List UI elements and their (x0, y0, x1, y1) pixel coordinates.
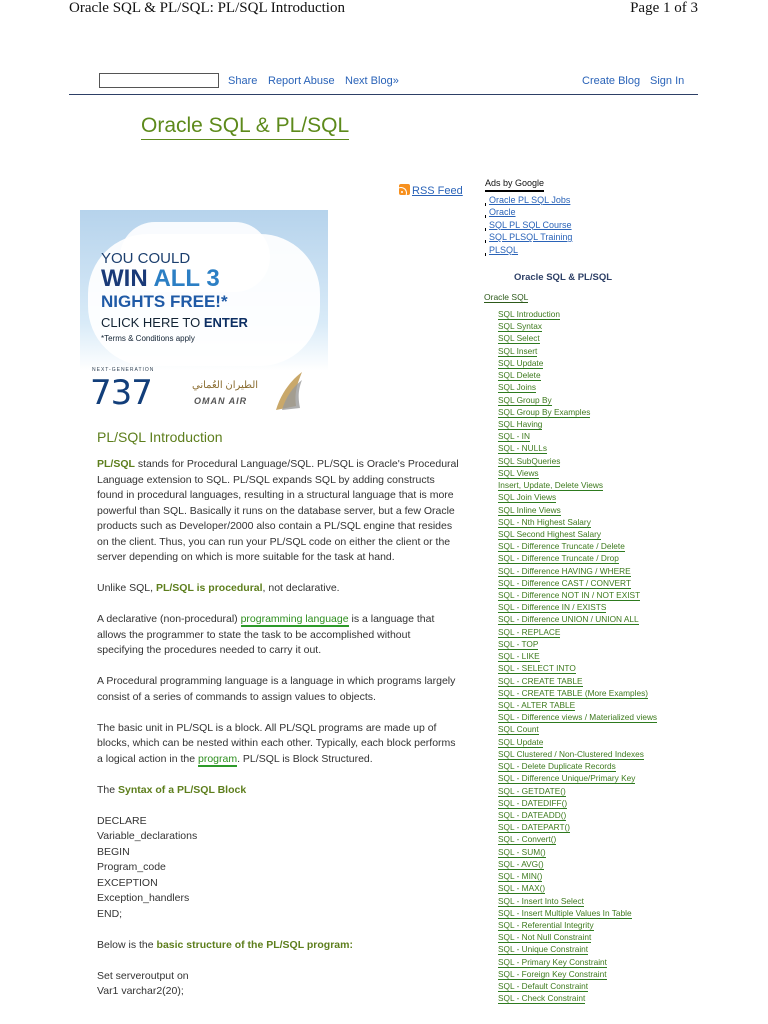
pl-sql-term: PL/SQL (97, 458, 135, 470)
blog-title[interactable]: Oracle SQL & PL/SQL (141, 113, 349, 140)
rss-feed-link[interactable] (399, 184, 463, 197)
sidebar-item (498, 321, 657, 333)
paragraph-text: The (97, 783, 119, 796)
sidebar-item (498, 309, 657, 321)
code-line: Exception_handlers (97, 892, 190, 904)
oman-air-logo-icon (272, 370, 306, 412)
sidebar-link[interactable]: SQL Views (498, 467, 539, 478)
sidebar-link[interactable]: SQL - Insert Multiple Values In Table (498, 907, 632, 918)
sidebar-item (498, 688, 657, 700)
emphasis: Syntax of a PL/SQL Block (118, 783, 247, 796)
paragraph: A Procedural programming language is a language in which programs largely consist of a series of commands to assign values to objects. (97, 675, 456, 703)
sidebar-item (498, 553, 657, 565)
ad-737: 737 (90, 373, 152, 413)
sidebar-link[interactable]: SQL Inline Views (498, 504, 561, 515)
sidebar-item (498, 920, 657, 932)
sidebar-link[interactable]: SQL Having (498, 418, 543, 429)
sidebar-item (498, 505, 657, 517)
ad-link[interactable]: Oracle (489, 207, 516, 217)
paragraph (97, 938, 459, 954)
sidebar-link[interactable]: SQL Second Highest Salary (498, 528, 601, 539)
sidebar-link[interactable]: SQL - Unique Constraint (498, 944, 589, 955)
sidebar-link[interactable]: SQL - CREATE TABLE (More Examples) (498, 687, 648, 698)
sidebar-link[interactable]: SQL - GETDATE() (498, 785, 566, 796)
sidebar-link[interactable]: SQL - Nth Highest Salary (498, 516, 591, 527)
sidebar-item (498, 492, 657, 504)
sidebar-link[interactable]: SQL - Referential Integrity (498, 919, 594, 930)
sidebar-item (498, 346, 657, 358)
paragraph (97, 721, 459, 768)
sidebar-item (498, 957, 657, 969)
paragraph-text: . PL/SQL is Block Structured. (237, 752, 373, 765)
ad-win: WIN (101, 265, 148, 292)
post-title: PL/SQL Introduction (97, 429, 223, 445)
ad-link[interactable]: SQL PLSQL Training (489, 232, 573, 242)
sidebar-item (498, 810, 657, 822)
report-abuse-link[interactable]: Report Abuse (268, 75, 335, 87)
sidebar-item (498, 859, 657, 871)
sidebar-category-oracle-sql[interactable]: Oracle SQL (484, 292, 529, 302)
paragraph (97, 612, 459, 659)
next-blog-link[interactable]: Next Blog» (345, 75, 399, 87)
code-line: Set serveroutput on (97, 969, 189, 982)
sidebar-item (498, 456, 657, 468)
search-input[interactable] (99, 73, 219, 88)
ad-brand: OMAN AIR (194, 396, 248, 406)
sidebar-link[interactable]: SQL Update (498, 736, 544, 747)
sidebar-link[interactable]: SQL - Convert() (498, 834, 557, 845)
code-line: END; (97, 907, 123, 920)
sidebar-link[interactable]: SQL - REPLACE (498, 626, 561, 637)
sign-in-link[interactable]: Sign In (650, 75, 685, 87)
sidebar-item (498, 724, 657, 736)
sidebar-item (498, 431, 657, 443)
page-number: Page 1 of 3 (630, 0, 698, 16)
sidebar-item (498, 639, 657, 651)
sidebar-link[interactable]: SQL - Default Constraint (498, 981, 589, 992)
paragraph-text: stands for Procedural Language/SQL. PL/SQL is Oracle's Procedural Language extension to SQL. PL/SQL expands SQL by adding constructs found in procedural languages, resulting in a structural language that is more powerful than SQL. Basically it runs on the database server, but a few Oracle products such as Developer/2000 also contain a PL/SQL engine that resides on the client. Thus, you can run your PL/SQL code on either the client or the server depending on which is more suitable for the task at hand. (97, 458, 459, 563)
paragraph-text: is a language that allows the programmer to state the task to be accomplished without specifying the procedures needed to carry it out. (97, 613, 435, 656)
sidebar-item (498, 847, 657, 859)
sidebar-item (498, 651, 657, 663)
sidebar-item (498, 871, 657, 883)
sidebar-item (498, 590, 657, 602)
sidebar-item (498, 382, 657, 394)
ad-link[interactable]: Oracle PL SQL Jobs (489, 194, 571, 205)
sidebar-link[interactable]: SQL - TOP (498, 638, 539, 649)
sidebar-link[interactable]: SQL - Difference Unique/Primary Key (498, 773, 636, 784)
sidebar-item (498, 395, 657, 407)
sidebar-item (498, 676, 657, 688)
sidebar-link[interactable]: SQL Join Views (498, 492, 557, 503)
sidebar-link[interactable]: SQL Group By (498, 394, 552, 405)
sidebar-link[interactable]: SQL Update (498, 357, 544, 368)
sidebar-link[interactable]: SQL Insert (498, 345, 538, 356)
sidebar-item (498, 370, 657, 382)
sidebar-item (498, 480, 657, 492)
print-header (0, 0, 768, 20)
sidebar-link[interactable]: SQL Syntax (498, 321, 542, 332)
sidebar-item (498, 896, 657, 908)
sidebar-item (498, 773, 657, 785)
sidebar-item (498, 737, 657, 749)
paragraph-text: The basic unit in PL/SQL is a block. All PL/SQL programs are made up of blocks, which can be nested within each other. Typically, each block performs a logical action in the (97, 721, 456, 765)
ad-item (485, 194, 572, 207)
post-body (97, 457, 459, 1015)
paragraph-text: Below is the (97, 938, 157, 951)
sidebar-item (498, 712, 657, 724)
sidebar-link[interactable]: Insert, Update, Delete Views (498, 480, 603, 491)
ad-text-line: YOU COULD (101, 250, 191, 267)
sidebar-item (498, 517, 657, 529)
sidebar-link[interactable]: SQL - CREATE TABLE (498, 675, 583, 686)
ad-nights-free: NIGHTS FREE!* (101, 292, 228, 311)
sidebar-item (498, 627, 657, 639)
sidebar-item (498, 614, 657, 626)
sidebar-item (498, 407, 657, 419)
sidebar-link[interactable]: SQL - Not Null Constraint (498, 932, 592, 943)
emphasis: PL/SQL is procedural (155, 582, 263, 594)
sidebar-link[interactable]: SQL - Difference UNION / UNION ALL (498, 614, 639, 625)
paragraph (97, 581, 459, 597)
sidebar-link[interactable]: SQL - Insert Into Select (498, 895, 584, 906)
sidebar-link[interactable]: SQL Introduction (498, 309, 560, 319)
ads-list (485, 194, 572, 257)
sidebar-link[interactable]: SQL - ALTER TABLE (498, 700, 576, 710)
paragraph (97, 457, 459, 566)
rss-icon (399, 184, 410, 195)
sidebar-link[interactable]: SQL - Difference views / Materialized views (498, 712, 658, 723)
sidebar-link[interactable]: SQL - Difference IN / EXISTS (498, 602, 607, 613)
sidebar-link[interactable]: SQL - DATEPART() (498, 822, 571, 833)
sidebar-item (498, 786, 657, 798)
paragraph-text: A declarative (non-procedural) (97, 613, 241, 625)
code-block (97, 814, 459, 923)
sidebar-item (498, 700, 657, 712)
sidebar-link[interactable]: SQL Select (498, 333, 540, 344)
navbar (69, 70, 698, 95)
sidebar-item (498, 419, 657, 431)
sidebar-item (498, 834, 657, 846)
sidebar-item (498, 529, 657, 541)
paragraph-text: Unlike SQL, (97, 582, 156, 594)
sidebar-heading: Oracle SQL & PL/SQL (514, 272, 613, 283)
code-line: EXCEPTION (97, 876, 158, 889)
code-block (97, 969, 459, 1000)
sidebar-link[interactable]: SQL - Difference Truncate / Drop (498, 553, 619, 564)
print-title: Oracle SQL & PL/SQL: PL/SQL Introduction (69, 0, 345, 16)
ad-item (485, 231, 572, 244)
sidebar-item (498, 443, 657, 455)
sidebar-item (498, 663, 657, 675)
share-link[interactable]: Share (228, 75, 258, 87)
sidebar-item (498, 578, 657, 590)
sidebar-link[interactable]: SQL - AVG() (498, 858, 544, 869)
sidebar-item (498, 333, 657, 345)
ad-enter: ENTER (203, 315, 248, 330)
ad-item (485, 219, 572, 232)
sidebar-link[interactable]: SQL - Difference HAVING / WHERE (498, 565, 631, 576)
sidebar-item (498, 932, 657, 944)
sidebar-link[interactable]: SQL Group By Examples (498, 406, 591, 417)
programming-language-link[interactable]: programming language (240, 613, 349, 625)
sidebar-item (498, 602, 657, 614)
code-line: Program_code (97, 861, 166, 873)
sidebar-link[interactable]: SQL Joins (498, 382, 536, 393)
sidebar-item (498, 993, 657, 1005)
sidebar-link[interactable]: SQL - MIN() (498, 871, 543, 882)
ad-arabic-brand: الطيران العُماني (192, 380, 259, 391)
sidebar-item (498, 944, 657, 956)
sidebar-item (498, 969, 657, 981)
ad-cta (101, 315, 248, 330)
sidebar-link[interactable]: SQL Delete (498, 370, 541, 381)
code-line: DECLARE (97, 814, 147, 827)
sidebar-link[interactable]: SQL SubQueries (498, 455, 561, 466)
ads-heading: Ads by Google (485, 177, 544, 192)
sidebar-item (498, 358, 657, 370)
sidebar-link[interactable]: SQL - DATEDIFF() (498, 797, 568, 808)
sidebar-link[interactable]: SQL Count (498, 724, 539, 735)
ad-all-3: ALL 3 (153, 265, 220, 292)
sidebar-link[interactable]: SQL - Difference Truncate / Delete (498, 541, 625, 552)
sidebar-link[interactable]: SQL - Delete Duplicate Records (498, 761, 616, 772)
sidebar-item (498, 749, 657, 761)
sidebar-item (498, 468, 657, 480)
paragraph (97, 783, 459, 799)
sidebar-item (498, 798, 657, 810)
sidebar-link[interactable]: SQL - Difference CAST / CONVERT (498, 577, 631, 588)
sidebar-link[interactable]: SQL - NULLs (498, 443, 548, 454)
sidebar-link[interactable]: SQL - MAX() (498, 883, 546, 894)
sidebar-link[interactable]: SQL - SUM() (498, 846, 546, 857)
ad-item (485, 244, 572, 257)
ad-cta-text: CLICK HERE TO (101, 315, 201, 330)
ad-link[interactable]: SQL PL SQL Course (489, 219, 572, 230)
sidebar-link[interactable]: SQL - LIKE (498, 651, 540, 662)
code-line: Variable_declarations (97, 830, 198, 842)
ad-next-gen: NEXT-GENERATION (92, 367, 155, 373)
paragraph-text: , not declarative. (262, 582, 340, 594)
sidebar-link[interactable]: SQL - Difference NOT IN / NOT EXIST (498, 590, 641, 601)
sidebar-item (498, 883, 657, 895)
sidebar-link[interactable]: SQL - Check Constraint (498, 993, 586, 1004)
emphasis: basic structure of the PL/SQL program: (156, 938, 353, 951)
sidebar-link[interactable]: SQL - Foreign Key Constraint (498, 968, 607, 979)
program-link[interactable]: program (197, 752, 238, 765)
sidebar-link[interactable]: SQL - IN (498, 431, 530, 442)
ad-item (485, 206, 572, 219)
create-blog-link[interactable]: Create Blog (582, 75, 641, 87)
ad-link[interactable]: PLSQL (489, 244, 519, 255)
sidebar-item (498, 761, 657, 773)
sidebar-link[interactable]: SQL - SELECT INTO (498, 663, 576, 674)
sidebar-item (498, 981, 657, 993)
rss-label: RSS Feed (412, 185, 463, 197)
ad-terms: *Terms & Conditions apply (101, 334, 195, 343)
code-line: BEGIN (97, 845, 130, 858)
sidebar-item (498, 541, 657, 553)
sidebar-link[interactable]: SQL - DATEADD() (498, 809, 567, 820)
code-line: Var1 varchar2(20); (97, 985, 184, 997)
sidebar-link[interactable]: SQL Clustered / Non-Clustered Indexes (498, 748, 644, 759)
ad-banner[interactable] (80, 210, 328, 416)
ad-headline (101, 265, 220, 293)
sidebar-link[interactable]: SQL - Primary Key Constraint (498, 956, 607, 967)
sidebar-item (498, 822, 657, 834)
sidebar-link-list (498, 309, 657, 1005)
sidebar-item (498, 908, 657, 920)
sidebar-item (498, 566, 657, 578)
google-ads (485, 177, 572, 256)
